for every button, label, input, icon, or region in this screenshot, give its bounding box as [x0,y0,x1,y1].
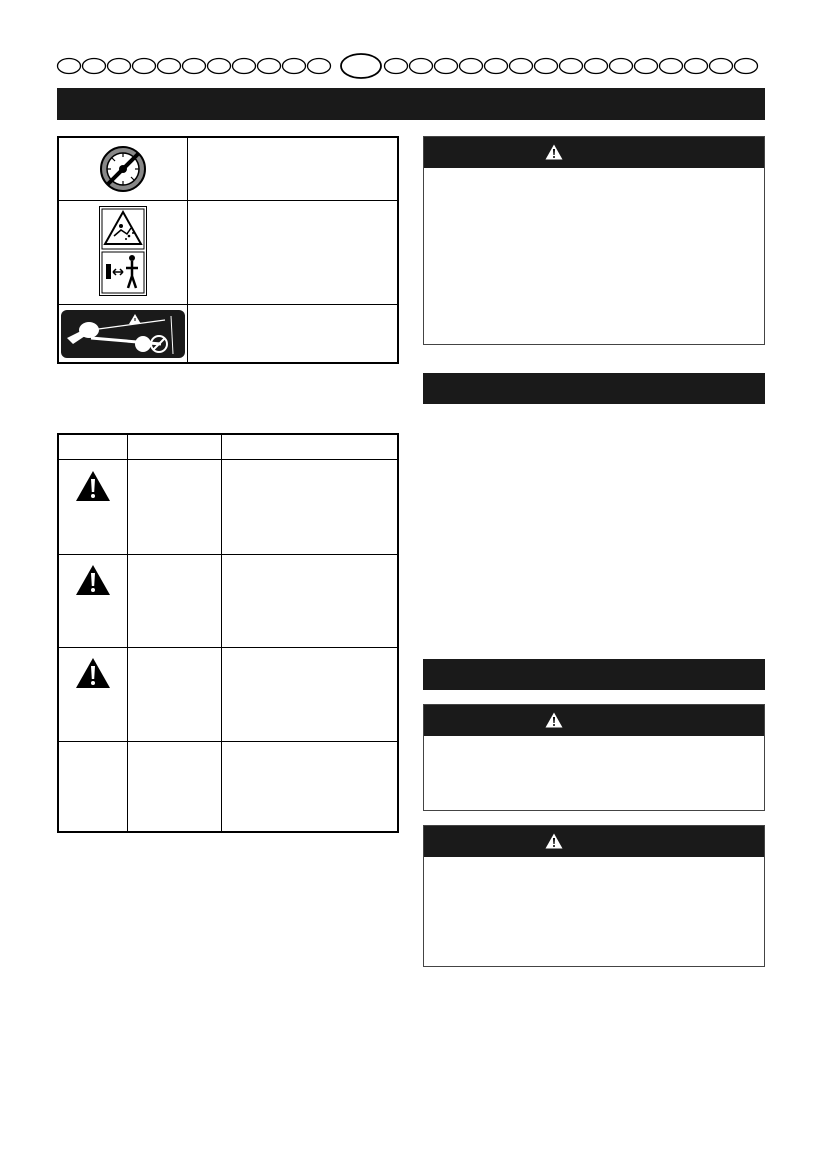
language-tab [308,59,331,74]
language-tab [133,59,156,74]
language-tab [660,59,683,74]
language-tab [158,59,181,74]
warning-triangle-icon [545,833,563,849]
warning-box [423,825,765,967]
no-saw-blade-icon [98,144,148,194]
warning-box [423,704,765,811]
language-tab [635,59,658,74]
section-heading-bar [423,373,765,404]
language-tab [510,59,533,74]
language-tab [560,59,583,74]
warning-triangle-icon [75,657,111,689]
table-row [59,741,397,833]
symbols-table-row [59,138,397,201]
language-tab [258,59,281,74]
section-heading-bar [423,659,765,690]
warning-box-header [424,137,764,168]
language-tab [233,59,256,74]
warning-box-header [424,826,764,857]
warning-triangle-icon [75,564,111,596]
language-tab [710,59,733,74]
language-tab [410,59,433,74]
table-row [59,460,397,555]
language-tab [460,59,483,74]
symbols-table-row [59,200,397,305]
language-tab [585,59,608,74]
section-title-bar [57,88,765,120]
warning-triangle-icon [545,712,563,728]
language-tab [108,59,131,74]
signal-words-table [57,433,399,833]
language-tab-row [56,52,766,80]
thrown-objects-keep-distance-icon [99,206,147,296]
language-tab [435,59,458,74]
warning-triangle-icon [75,470,111,502]
table-header-row [59,435,397,460]
symbols-table [57,136,399,364]
language-tab [283,59,306,74]
language-tab [58,59,81,74]
language-tab [535,59,558,74]
language-tab [208,59,231,74]
table-row [59,647,397,742]
warning-triangle-icon [545,144,563,160]
language-tabs-graphic [56,52,766,80]
language-tab-selected [341,54,381,78]
language-tab [83,59,106,74]
language-tab [385,59,408,74]
symbols-table-row [59,304,397,364]
warning-box [423,136,765,345]
language-tab [183,59,206,74]
language-tab [735,59,758,74]
table-row [59,554,397,648]
language-tab [485,59,508,74]
language-tab [685,59,708,74]
harness-and-blade-label-icon [61,310,185,358]
language-tab [610,59,633,74]
warning-box-header [424,705,764,736]
